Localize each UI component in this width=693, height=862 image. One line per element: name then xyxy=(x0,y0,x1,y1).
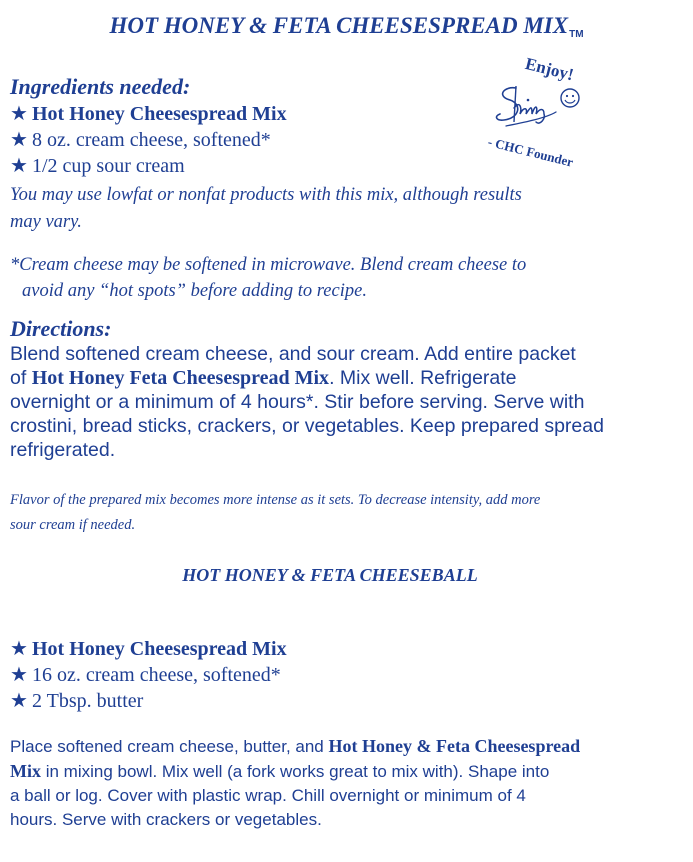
trademark-mark: TM xyxy=(569,29,584,40)
ingredient-bold: Hot Honey Cheesespread Mix xyxy=(32,638,287,660)
founder-signature-block xyxy=(478,50,628,180)
flavor-note xyxy=(10,488,540,538)
founder-text: - CHC Founder xyxy=(486,134,575,170)
page-title xyxy=(0,10,693,51)
star-icon: ★ xyxy=(10,155,28,177)
list-item xyxy=(10,662,287,688)
signature-icon xyxy=(486,78,596,138)
note-line: *Cream cheese may be softened in microwave. Blend cream cheese to xyxy=(10,255,527,275)
ingredients-heading: Ingredients needed: xyxy=(10,74,191,99)
star-icon: ★ xyxy=(10,690,28,712)
enjoy-text: Enjoy! xyxy=(523,54,576,85)
note-line: Flavor of the prepared mix becomes more intense as it sets. To decrease intensity, add more xyxy=(10,492,541,508)
list-item xyxy=(10,101,287,127)
product-name: Hot Honey & Feta Cheesespread xyxy=(328,736,581,756)
soften-note xyxy=(10,252,526,304)
list-item xyxy=(10,636,287,662)
ingredient-text: 8 oz. cream cheese, softened* xyxy=(32,129,271,151)
list-item xyxy=(10,153,287,179)
star-icon: ★ xyxy=(10,129,28,151)
title-text: HOT HONEY & FETA CHEESESPREAD MIX xyxy=(109,13,569,38)
directions-line: crostini, bread sticks, crackers, or vegetables. Keep prepared spread xyxy=(10,415,604,437)
ingredient-bold: Hot Honey Cheesespread Mix xyxy=(32,103,287,125)
star-icon: ★ xyxy=(10,103,28,125)
ingredient-text: 1/2 cup sour cream xyxy=(32,155,185,177)
directions-line: refrigerated. xyxy=(10,439,116,461)
list-item xyxy=(10,688,287,714)
directions-line: Place softened cream cheese, butter, and Hot Honey & Feta Cheesespread xyxy=(10,736,581,756)
cheeseball-ingredients-list xyxy=(10,636,287,714)
note-line: may vary. xyxy=(10,212,82,232)
directions-line: a ball or log. Cover with plastic wrap. Chill overnight or minimum of 4 xyxy=(10,786,526,805)
cheeseball-directions xyxy=(10,734,580,832)
note-line: sour cream if needed. xyxy=(10,517,136,533)
directions-line: hours. Serve with crackers or vegetables. xyxy=(10,810,322,829)
product-name: Hot Honey Feta Cheesespread Mix xyxy=(31,367,330,389)
directions-line: Blend softened cream cheese, and sour cream. Add entire packet xyxy=(10,343,576,365)
product-name: Mix xyxy=(10,761,41,781)
lowfat-note xyxy=(10,182,522,236)
directions-text xyxy=(10,342,604,462)
ingredient-text: 2 Tbsp. butter xyxy=(32,690,144,712)
list-item xyxy=(10,127,287,153)
directions-line: overnight or a minimum of 4 hours*. Stir before serving. Serve with xyxy=(10,391,585,413)
cheeseball-title: HOT HONEY & FETA CHEESEBALL xyxy=(182,565,478,585)
star-icon: ★ xyxy=(10,664,28,686)
directions-heading: Directions: xyxy=(10,316,112,341)
note-line: avoid any “hot spots” before adding to recipe. xyxy=(22,281,367,301)
ingredient-text: 16 oz. cream cheese, softened* xyxy=(32,664,281,686)
note-line: You may use lowfat or nonfat products with this mix, although results xyxy=(10,185,522,205)
directions-line: Mix in mixing bowl. Mix well (a fork works great to mix with). Shape into xyxy=(10,761,550,781)
star-icon: ★ xyxy=(10,638,28,660)
directions-line: of Hot Honey Feta Cheesespread Mix. Mix well. Refrigerate xyxy=(10,367,517,389)
ingredients-list xyxy=(10,101,287,179)
